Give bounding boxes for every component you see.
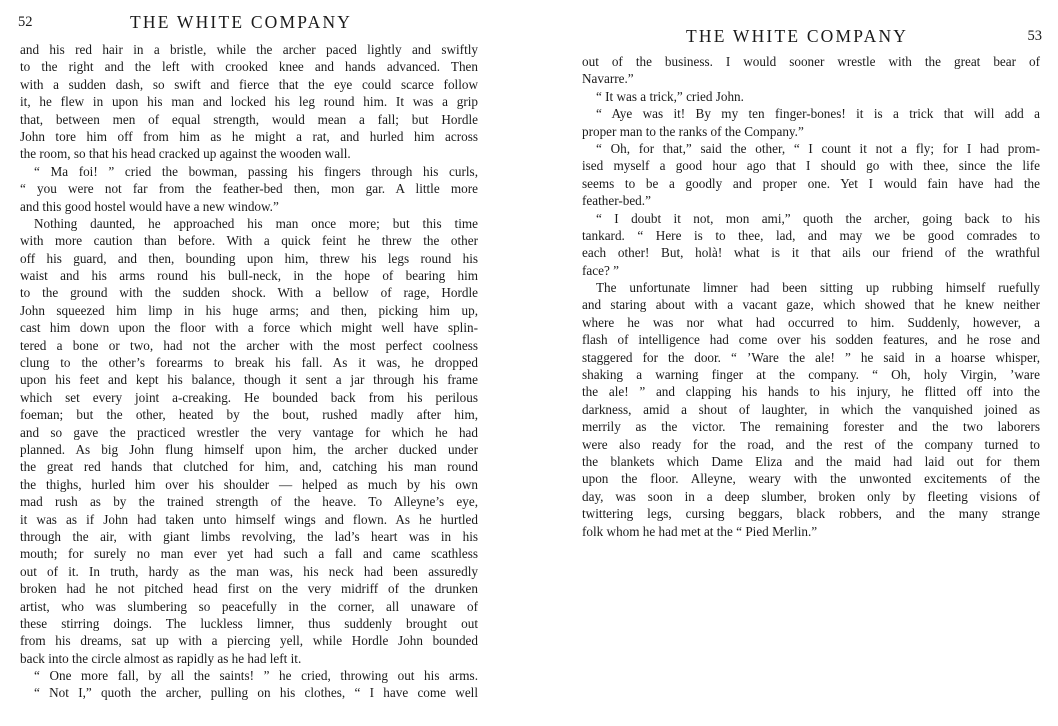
text-line: off his guard, and then, bounding upon him, threw his legs round his xyxy=(20,250,478,266)
text-line: “ you were not far from the feather-bed then, mon gar. A little more xyxy=(20,181,478,197)
text-line: and staring about with a vacant gaze, which showed that he knew neither xyxy=(582,297,1040,313)
text-line: and so gave the practiced wrestler the very vantage for which he had xyxy=(20,424,478,440)
text-line: The unfortunate limner had been sitting up rubbing himself ruefully xyxy=(596,280,1040,296)
text-line: back into the circle almost as rapidly as he had left it. xyxy=(20,650,302,666)
text-line: flash of intelligence had come over his sodden features, and he rose and xyxy=(582,332,1040,348)
text-line: planned. As big John flung himself upon him, the archer ducked under xyxy=(20,441,478,457)
text-line: darkness, amid a shout of laughter, in which the vanquished joined as xyxy=(582,401,1040,417)
body-text xyxy=(20,41,478,702)
text-line: clung to the other’s forearms to break his fall. As it was, he dropped xyxy=(20,355,478,371)
text-line: folk whom he had met at the “ Pied Merlin.” xyxy=(582,523,818,539)
text-line: Nothing daunted, he approached his man once more; but this time xyxy=(34,215,478,231)
text-line: to the ground with the sudden shock. With a bellow of rage, Hordle xyxy=(20,285,478,301)
text-line: proper man to the ranks of the Company.” xyxy=(582,123,804,139)
text-line: mad rush as by the trained strength of the heave. To Alleyne’s eye, xyxy=(20,494,478,510)
text-line: the ale! ” and clapping his hands to his injury, he flitted off into the xyxy=(582,384,1040,400)
text-line: it was as if John had taken unto himself wings and flown. As he hurtled xyxy=(20,511,478,527)
text-line: the blankets which Dame Eliza and the maid had laid out for them xyxy=(582,453,1040,469)
text-line: face? ” xyxy=(582,262,619,278)
text-line: upon the floor. Alleyne, weary with the unwonted excitements of the xyxy=(582,471,1040,487)
text-line: upon his feet and kept his balance, though it sent a jar through his frame xyxy=(20,372,478,388)
text-line: from his dreams, sat up with a piercing yell, while Hordle John bounded xyxy=(20,633,478,649)
text-line: waist and his arms round his bull-neck, in the hope of bearing him xyxy=(20,268,478,284)
text-line: “ One more fall, by all the saints! ” he cried, throwing out his arms. xyxy=(34,668,478,684)
text-line: tankard. “ Here is to thee, lad, and may we be good comrades to xyxy=(582,227,1040,243)
text-line: each other! But, holà! what is it that ails our friend of the wrathful xyxy=(582,245,1040,261)
text-line: where he was nor what had occurred to him. Suddenly, however, a xyxy=(582,314,1040,330)
text-line: cast him down upon the floor with a force which might well have splin- xyxy=(20,320,478,336)
text-line: out of it. In truth, hardy as the man was, his neck had been assuredly xyxy=(20,563,478,579)
text-line: were also ready for the road, and the rest of the company turned to xyxy=(582,436,1040,452)
text-line: the room, so that his head cracked up against the wooden wall. xyxy=(20,146,351,162)
text-line: broken had he not pitched head first on the very midriff of the drunken xyxy=(20,581,478,597)
text-line: merrily as the victor. The remaining forester and the two laborers xyxy=(582,419,1040,435)
text-line: to the right and the left with crooked knee and hands advanced. Then xyxy=(20,59,478,75)
text-line: day, was soon in a deep slumber, broken only by fleeting visions of xyxy=(582,488,1040,504)
text-line: “ Not I,” quoth the archer, pulling on his clothes, “ I have come well xyxy=(34,685,478,701)
page-number: 52 xyxy=(18,14,33,30)
text-line: feather-bed.” xyxy=(582,193,651,209)
running-head xyxy=(0,12,500,38)
text-line: Navarre.” xyxy=(582,71,634,87)
page-number: 53 xyxy=(1027,28,1042,44)
text-line: and his red hair in a bristle, while the archer paced lightly and swiftly xyxy=(20,42,478,57)
text-line: out of the business. I would sooner wrestle with the great bear of xyxy=(582,54,1040,69)
text-line: the great red hands that clutched for him, and, catching his man round xyxy=(20,459,478,475)
text-line: “ It was a trick,” cried John. xyxy=(596,88,744,104)
text-line: “ Oh, for that,” said the other, “ I count it not a fly; for I had prom- xyxy=(596,140,1040,156)
text-line: tered a bone or two, had not the archer with the most perfect coolness xyxy=(20,337,478,353)
text-line: with more caution than before. With a quick feint he threw the other xyxy=(20,233,478,249)
body-text xyxy=(582,53,1040,540)
text-line: “ Aye was it! By my ten finger-bones! it is a trick that will add a xyxy=(596,106,1040,122)
text-line: these stirring doings. The luckless limner, thus suddenly brought out xyxy=(20,615,478,631)
text-line: staggered for the door. “ ’Ware the ale! ” he said in a hoarse whisper, xyxy=(582,349,1040,365)
text-line: which set every joint a-creaking. He bounded back from his perilous xyxy=(20,389,478,405)
left-page xyxy=(0,0,500,726)
text-line: artist, who was slumbering so peacefully in the corner, all unaware of xyxy=(20,598,478,614)
text-line: mouth; for surely no man ever yet had such a fall and came scathless xyxy=(20,546,478,562)
running-head xyxy=(540,26,1058,52)
text-line: John squeezed him limp in his huge arms; and then, picking him up, xyxy=(20,302,478,318)
text-line: shaking a warning finger at the company. “ Oh, holy Virgin, ’ware xyxy=(582,367,1040,383)
text-line: that, between men of equal strength, would mean a fall; but Hordle xyxy=(20,111,478,127)
right-page xyxy=(540,0,1058,726)
text-line: “ I doubt it not, mon ami,” quoth the archer, going back to his xyxy=(596,210,1040,226)
text-line: ised myself a good hour ago that I should go with thee, since the life xyxy=(582,158,1040,174)
text-line: twittering legs, cursing beggars, black robbers, and the many strange xyxy=(582,506,1040,522)
text-line: through the air, with giant limbs revolving, the lad’s heart was in his xyxy=(20,528,478,544)
text-line: foeman; but the other, heated by the bout, rushed madly after him, xyxy=(20,407,478,423)
text-line: John tore him off from him as he might a rat, and hurled him across xyxy=(20,128,478,144)
text-line: and this good hostel would have a new window.” xyxy=(20,198,279,214)
text-line: “ Ma foi! ” cried the bowman, passing his fingers through his curls, xyxy=(34,163,478,179)
book-title: THE WHITE COMPANY xyxy=(686,26,909,46)
text-line: the thighs, hurled him over his shoulder — helped as much by his own xyxy=(20,476,478,492)
book-title: THE WHITE COMPANY xyxy=(130,12,353,32)
text-line: seems to be a goodly and proper one. Yet I would fain have had the xyxy=(582,175,1040,191)
text-line: it, he flew in upon his man and locked his leg round him. It was a grip xyxy=(20,94,478,110)
text-line: with a sudden dash, so swift and fierce that the eye could scarce follow xyxy=(20,76,478,92)
